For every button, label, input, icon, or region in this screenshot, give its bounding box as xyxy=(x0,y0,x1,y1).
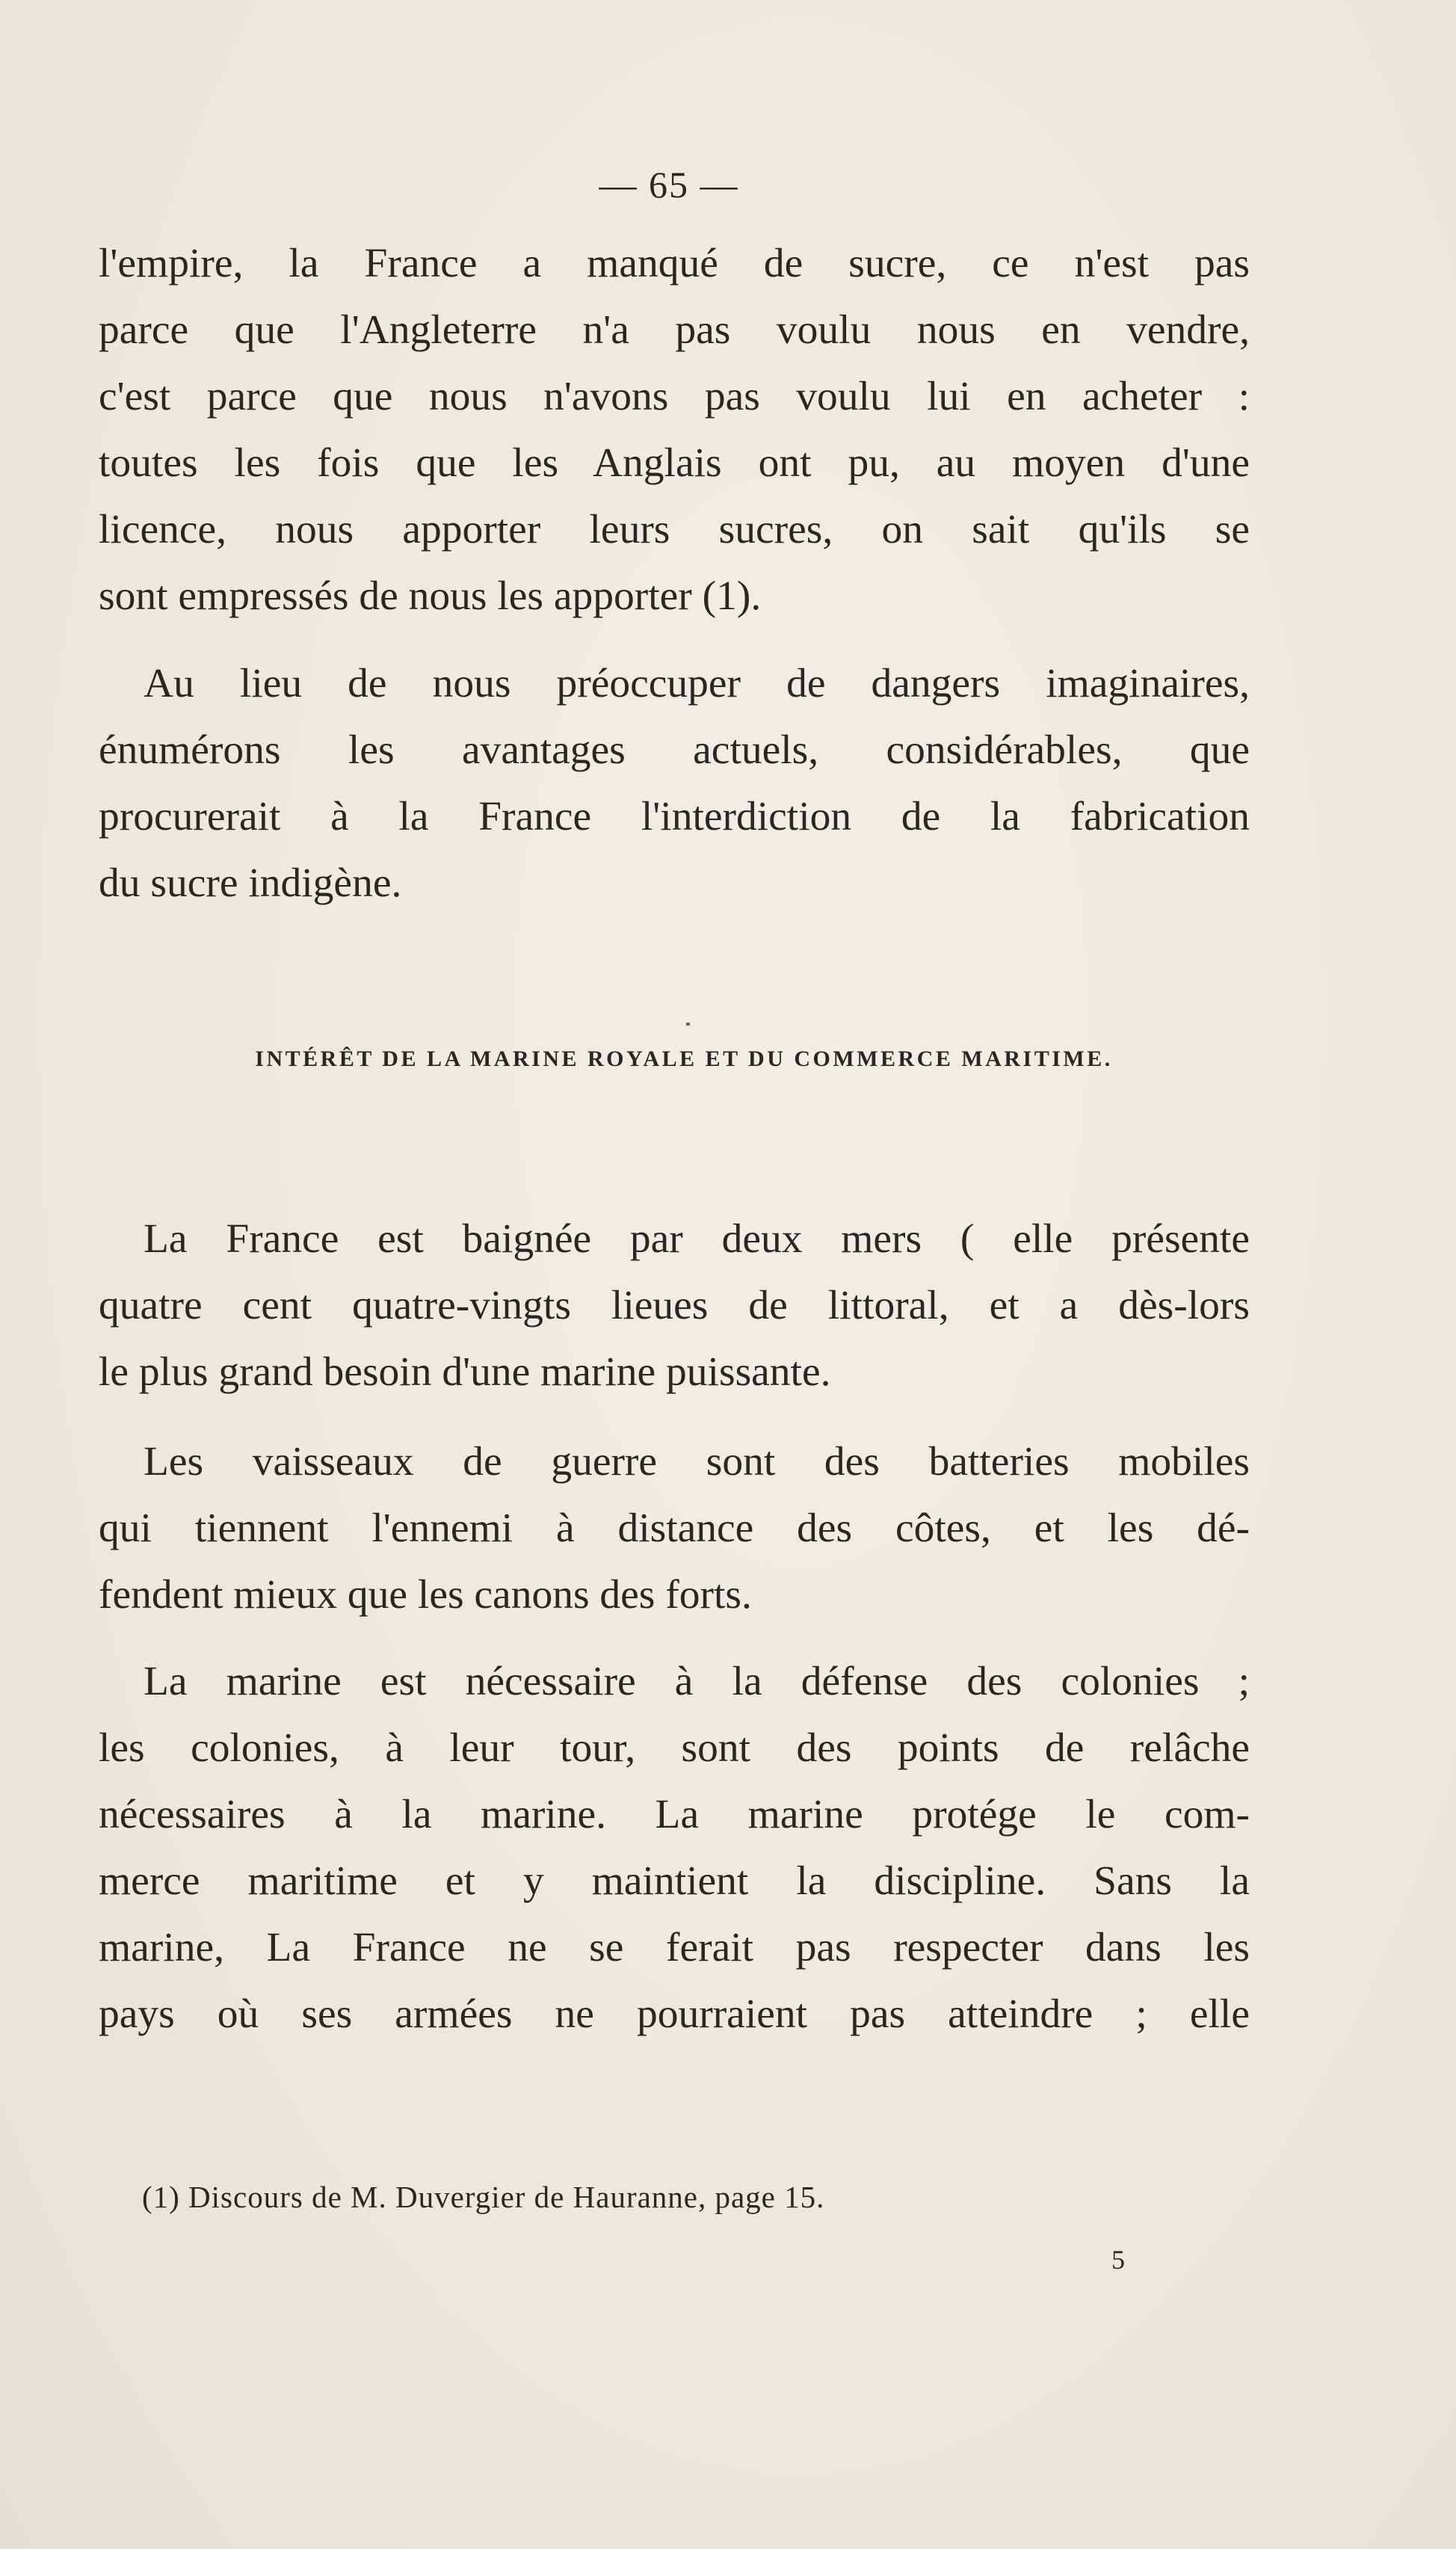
text-line: La marine est nécessaire à la défense des colonies ; xyxy=(144,1659,1250,1704)
text-line: fendent mieux que les canons des forts. xyxy=(99,1572,752,1618)
text-line: La France est baignée par deux mers ( elle présente xyxy=(144,1216,1250,1262)
section-heading: INTÉRÊT DE LA MARINE ROYALE ET DU COMMERCE MARITIME. xyxy=(255,1047,1113,1071)
text-line: pays où ses armées ne pourraient pas atteindre ; elle xyxy=(99,1991,1250,2037)
text-line: le plus grand besoin d'une marine puissante. xyxy=(99,1349,831,1395)
text-line: l'empire, la France a manqué de sucre, ce n'est pas xyxy=(99,241,1250,286)
text-line: sont empressés de nous les apporter (1). xyxy=(99,573,762,619)
paragraph-1 xyxy=(99,230,1250,629)
text-line: quatre cent quatre-vingts lieues de littoral, et a dès-lors xyxy=(99,1283,1250,1328)
text-line: les colonies, à leur tour, sont des points de relâche xyxy=(99,1725,1250,1771)
text-line: marine, La France ne se ferait pas respecter dans les xyxy=(99,1925,1250,1970)
signature-mark: 5 xyxy=(1111,2245,1125,2275)
footnote: (1) Discours de M. Duvergier de Hauranne, page 15. xyxy=(142,2180,825,2214)
text-line: procurerait à la France l'interdiction de la fabrication xyxy=(99,794,1250,839)
text-line: du sucre indigène. xyxy=(99,860,402,906)
text-line: parce que l'Angleterre n'a pas voulu nous en vendre, xyxy=(99,307,1250,353)
paragraph-3 xyxy=(99,1206,1250,1405)
text-line: merce maritime et y maintient la discipline. Sans la xyxy=(99,1858,1250,1904)
paragraph-4 xyxy=(99,1428,1250,1628)
divider-dot xyxy=(686,1023,690,1026)
text-line: Au lieu de nous préoccuper de dangers imaginaires, xyxy=(144,661,1250,706)
text-line: licence, nous apporter leurs sucres, on sait qu'ils se xyxy=(99,507,1250,552)
text-line: qui tiennent l'ennemi à distance des côtes, et les dé- xyxy=(99,1505,1250,1551)
text-line: nécessaires à la marine. La marine protége le com- xyxy=(99,1792,1250,1837)
paragraph-5 xyxy=(99,1648,1250,2047)
page-number: — 65 — xyxy=(599,164,739,206)
paragraph-2 xyxy=(99,650,1250,916)
text-line: énumérons les avantages actuels, considérables, que xyxy=(99,727,1250,773)
text-line: toutes les fois que les Anglais ont pu, au moyen d'une xyxy=(99,440,1250,486)
text-line: Les vaisseaux de guerre sont des batteries mobiles xyxy=(144,1439,1250,1485)
text-line: c'est parce que nous n'avons pas voulu lui en acheter : xyxy=(99,374,1250,419)
